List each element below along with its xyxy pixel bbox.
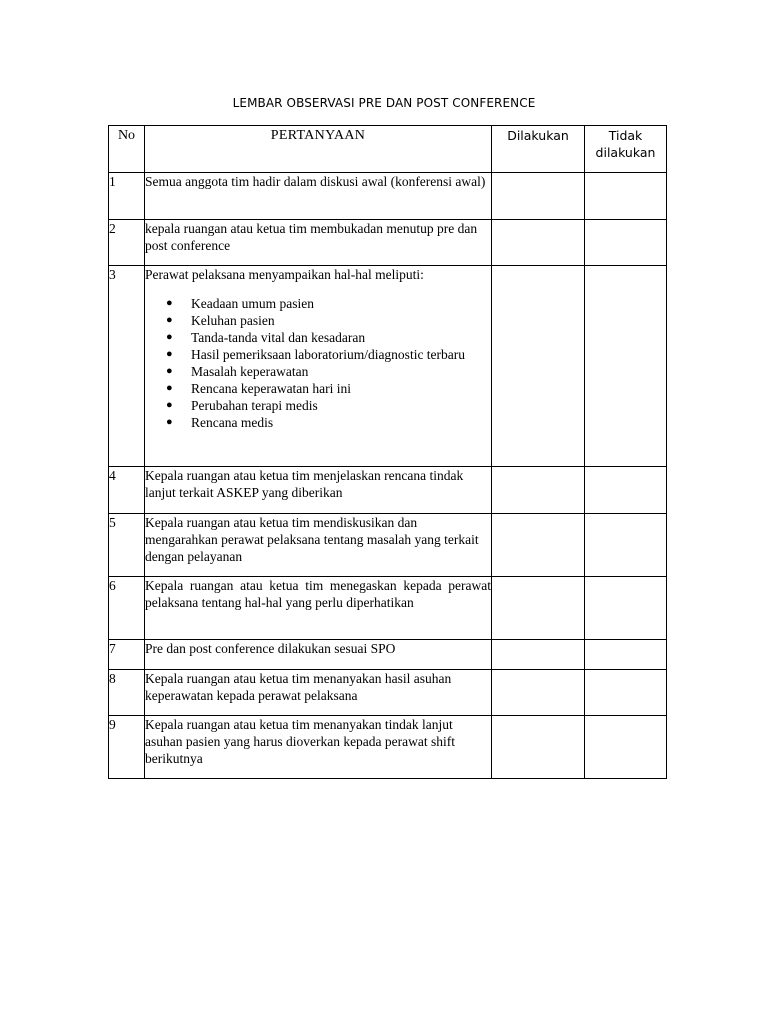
- list-item: ● Perubahan terapi medis: [166, 398, 318, 413]
- list-item: ● Masalah keperawatan: [166, 364, 309, 379]
- bullet-icon: ●: [166, 382, 173, 394]
- cell-tidak-dilakukan[interactable]: [585, 577, 667, 640]
- cell-dilakukan[interactable]: [492, 173, 585, 220]
- list-item: ● Keluhan pasien: [166, 313, 275, 328]
- table-row: [109, 716, 667, 779]
- row-question-intro: Perawat pelaksana menyampaikan hal-hal meliputi:: [145, 267, 424, 282]
- list-item: ● Rencana keperawatan hari ini: [166, 381, 352, 396]
- list-item: ● Keadaan umum pasien: [166, 296, 314, 311]
- cell-tidak-dilakukan[interactable]: [585, 220, 667, 266]
- bullet-list: [145, 295, 491, 431]
- cell-dilakukan[interactable]: [492, 467, 585, 514]
- document-title: LEMBAR OBSERVASI PRE DAN POST CONFERENCE: [232, 96, 536, 110]
- row-question: Kepala ruangan atau ketua tim menanyakan tindak lanjut asuhan pasien yang harus dioverkan kepada perawat shift berikutnya: [145, 716, 492, 779]
- header-dilakukan: Dilakukan: [492, 126, 585, 173]
- row-question: Kepala ruangan atau ketua tim mendiskusikan dan mengarahkan perawat pelaksana tentang masalah yang terkait dengan pelayanan: [145, 514, 492, 577]
- bullet-icon: ●: [166, 314, 173, 326]
- cell-dilakukan[interactable]: [492, 514, 585, 577]
- row-question: kepala ruangan atau ketua tim membukadan menutup pre dan post conference: [145, 220, 492, 266]
- table-row: [109, 266, 667, 467]
- header-pertanyaan: PERTANYAAN: [145, 126, 492, 173]
- table-row: [109, 220, 667, 266]
- cell-tidak-dilakukan[interactable]: [585, 716, 667, 779]
- table-row: [109, 577, 667, 640]
- cell-dilakukan[interactable]: [492, 640, 585, 670]
- list-item: ● Tanda-tanda vital dan kesadaran: [166, 330, 366, 345]
- row-number: 7: [109, 640, 145, 670]
- row-number: 2: [109, 220, 145, 266]
- bullet-icon: ●: [166, 297, 173, 309]
- row-number: 9: [109, 716, 145, 779]
- table-row: [109, 173, 667, 220]
- cell-tidak-dilakukan[interactable]: [585, 514, 667, 577]
- table-row: [109, 514, 667, 577]
- bullet-icon: ●: [166, 365, 173, 377]
- row-number: 6: [109, 577, 145, 640]
- cell-dilakukan[interactable]: [492, 577, 585, 640]
- cell-tidak-dilakukan[interactable]: [585, 266, 667, 467]
- list-item: ● Rencana medis: [166, 415, 274, 430]
- row-question: Kepala ruangan atau ketua tim menegaskan kepada perawat pelaksana tentang hal-hal yang perlu diperhatikan: [145, 577, 492, 640]
- cell-dilakukan[interactable]: [492, 220, 585, 266]
- header-tidak-dilakukan: Tidak dilakukan: [585, 126, 667, 173]
- row-question: [145, 266, 492, 467]
- cell-tidak-dilakukan[interactable]: [585, 467, 667, 514]
- cell-dilakukan[interactable]: [492, 716, 585, 779]
- observation-table: [108, 125, 667, 779]
- cell-dilakukan[interactable]: [492, 670, 585, 716]
- cell-dilakukan[interactable]: [492, 266, 585, 467]
- row-number: 8: [109, 670, 145, 716]
- row-number: 3: [109, 266, 145, 467]
- bullet-icon: ●: [166, 399, 173, 411]
- cell-tidak-dilakukan[interactable]: [585, 640, 667, 670]
- row-question: Semua anggota tim hadir dalam diskusi awal (konferensi awal): [145, 173, 492, 220]
- bullet-icon: ●: [166, 416, 173, 428]
- table-row: [109, 640, 667, 670]
- row-number: 1: [109, 173, 145, 220]
- row-number: 5: [109, 514, 145, 577]
- bullet-icon: ●: [166, 331, 173, 343]
- bullet-icon: ●: [166, 348, 173, 360]
- row-question: Kepala ruangan atau ketua tim menanyakan hasil asuhan keperawatan kepada perawat pelaksana: [145, 670, 492, 716]
- table-row: [109, 670, 667, 716]
- row-question: Kepala ruangan atau ketua tim menjelaskan rencana tindak lanjut terkait ASKEP yang diberikan: [145, 467, 492, 514]
- row-number: 4: [109, 467, 145, 514]
- list-item: ● Hasil pemeriksaan laboratorium/diagnostic terbaru: [166, 347, 466, 362]
- table-row: [109, 467, 667, 514]
- table-header-row: [109, 126, 667, 173]
- header-no: No: [109, 126, 145, 173]
- cell-tidak-dilakukan[interactable]: [585, 670, 667, 716]
- cell-tidak-dilakukan[interactable]: [585, 173, 667, 220]
- row-question: Pre dan post conference dilakukan sesuai SPO: [145, 640, 492, 670]
